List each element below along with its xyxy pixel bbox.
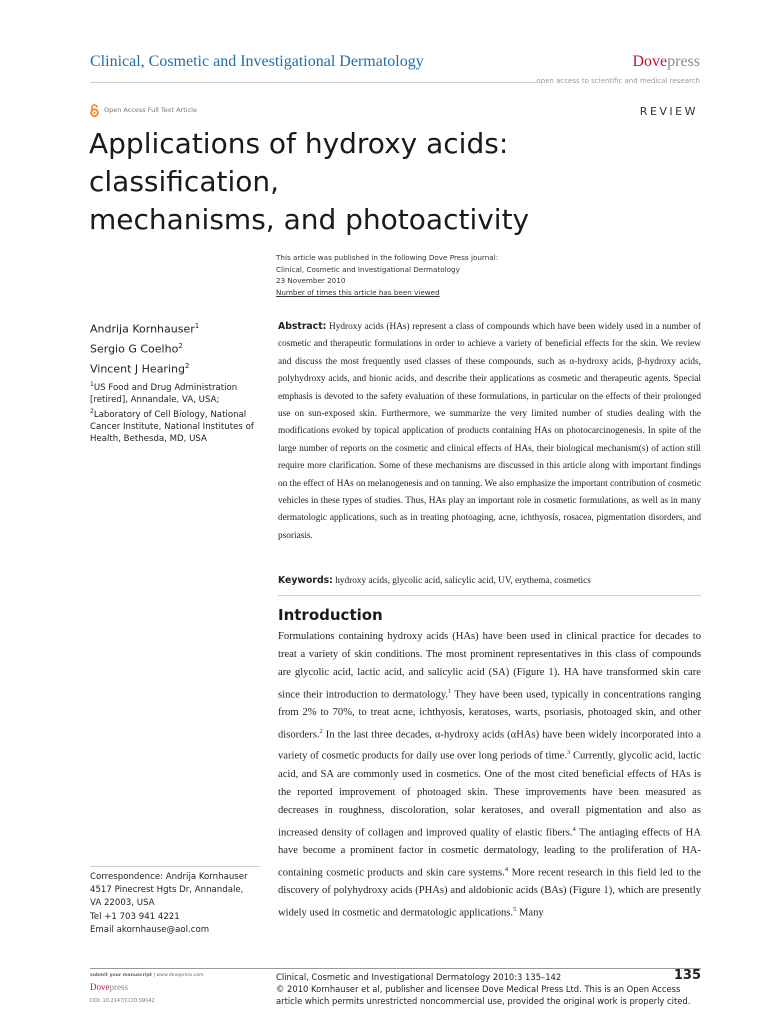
footer-divider (90, 968, 701, 969)
affiliation-1: $^1$US Food and Drug Administration [retired], Annandale, VA, USA; (90, 381, 238, 405)
abstract-divider (278, 595, 701, 596)
article-type: REVIEW (639, 105, 698, 118)
pubinfo-date: 23 November 2010 (276, 276, 346, 285)
author: Sergio G Coelho$^2$ (90, 342, 183, 356)
correspondence-email[interactable]: Email akornhause@aol.com (90, 924, 210, 935)
reference[interactable]: 4 (572, 825, 576, 833)
title-line: mechanisms, and photoactivity (89, 203, 530, 236)
author-list (90, 318, 270, 378)
article-title (89, 125, 689, 239)
reference[interactable]: 4 (504, 865, 509, 873)
correspondence-line: Tel +1 703 941 4221 (90, 911, 180, 922)
brand-press: press (667, 53, 700, 70)
page-number: 135 (673, 968, 701, 983)
publication-info (276, 252, 576, 298)
journal-title[interactable]: Clinical, Cosmetic and Investigational Dermatology (90, 53, 424, 70)
open-access-lock-icon (89, 104, 100, 117)
submit-manuscript-link[interactable]: submit your manuscript | www.dovepress.com (90, 973, 204, 978)
publisher-logo[interactable] (632, 53, 700, 71)
introduction-text: Formulations containing hydroxy acids (HAs) have been used in clinical practice for decades to treat a variety of skin conditions. The most prominent representatives in this class of compounds are glycolic acid, lactic acid, and salicylic acid (SA) (Figure 1). HA have transformed skin care since their introduction to dermatology.$^1$ They have been used, typically in concentrations ranging from 2% to 70%, to treat acne, ichthyosis, keratoses, warts, psoriasis, photoaged skin, and other disorders.$^2$ In the last three decades, α-hydroxy acids (αHAs) have been widely incorporated into a variety of cosmetic products for daily use over long periods of time.$^3$ Currently, glycolic acid, lactic acid, and SA are commonly used in cosmetics. One of the most cited beneficial effects of HAs is the reported improvement of photoaged skin. These improvements have been measured as decreases in roughness, discoloration, solar keratoses, and overall pigmentation and also as increased density of collagen and improved quality of elastic fibers.$^4$ The antiaging effects of HA have become a prominent factor in cosmetic dermatology, leading to the proliferation of HA-containing cosmetic products and skin care systems.$^4$ More recent research in this field led to the discovery of polyhydroxy acids (PHAs) and aldobionic acids (BAs) (Figure 1), which are presently widely used in cosmetic and dermatologic applications.$^5$ Many (278, 631, 701, 919)
keywords-text: hydroxy acids, glycolic acid, salicylic acid, UV, erythema, cosmetics (335, 576, 591, 586)
keywords (278, 572, 701, 590)
doi[interactable]: DOI: 10.2147/CCID.S9042 (90, 998, 155, 1004)
author: Andrija Kornhauser$^1$ (90, 322, 200, 336)
keywords-label: Keywords: (278, 575, 333, 586)
reference[interactable]: 3 (566, 749, 571, 757)
correspondence-divider (90, 866, 260, 867)
abstract-label: Abstract: (278, 321, 327, 332)
title-line: Applications of hydroxy acids: classification, (89, 127, 509, 198)
section-heading: Introduction (278, 606, 383, 624)
correspondence-line: Correspondence: Andrija Kornhauser (90, 872, 248, 882)
header-divider (90, 82, 545, 83)
reference[interactable]: 2 (319, 727, 323, 735)
reference[interactable]: 5 (513, 905, 517, 913)
correspondence-line: VA 22003, USA (90, 898, 155, 909)
correspondence-line: 4517 Pinecrest Hgts Dr, Annandale, (90, 885, 244, 896)
correspondence (90, 871, 268, 937)
views-link[interactable]: Number of times this article has been viewed (276, 287, 440, 297)
affiliation-2: $^2$Laboratory of Cell Biology, National Cancer Institute, National Institutes of Health, Bethesda, MD, USA (90, 407, 254, 444)
open-access-label: Open Access Full Text Article (104, 106, 197, 114)
abstract (278, 318, 701, 545)
copyright: © 2010 Kornhauser et al, publisher and licensee Dove Medical Press Ltd. This is an Open Access article which permits unrestricted noncommercial use, provided the original work is properly cited. (276, 984, 691, 1006)
publisher-tagline: open access to scientific and medical research (536, 77, 700, 85)
pubinfo-journal: Clinical, Cosmetic and Investigational Dermatology (276, 264, 460, 274)
pubinfo-line: This article was published in the following Dove Press journal: (276, 253, 499, 262)
abstract-text: Hydroxy acids (HAs) represent a class of compounds which have been widely used in a number of cosmetic and therapeutic formulations in order to achieve a variety of beneficial effects for the skin. We review and discuss the most frequently used classes of these compounds, such as α-hydroxy acids, β-hydroxy acids, polyhydroxy acids, and bionic acids, and describe their applications as cosmetic and therapeutic agents. Special emphasis is devoted to the safety evaluation of these formulations, in particular on the effects of their prolonged use on sun-exposed skin. Furthermore, we summarize the very limited number of studies dealing with the modifications evoked by topical application of products containing HAs on photocarcinogenesis. In spite of the large number of reports on the cosmetic and clinical effects of HAs, their biological mechanism(s) of action still require more clarification. Some of these mechanisms are discussed in this article along with important findings on the effect of HAs on melanogenesis and on tanning. We also emphasize the important contribution of cosmetic vehicles in these types of studies. Thus, HAs play an important role in cosmetic formulations, as well as in many dermatologic applications, such as in treating photoaging, acne, ichthyosis, rosacea, pigmentation disorders, and psoriasis. (278, 322, 702, 541)
citation: Clinical, Cosmetic and Investigational Dermatology 2010:3 135–142 (276, 972, 562, 982)
reference[interactable]: 1 (448, 687, 452, 695)
author: Vincent J Hearing$^2$ (90, 362, 190, 376)
footer-publisher-logo[interactable]: Dovepress (90, 982, 128, 992)
affiliations (90, 379, 268, 445)
brand-dove: Dove (632, 53, 668, 70)
